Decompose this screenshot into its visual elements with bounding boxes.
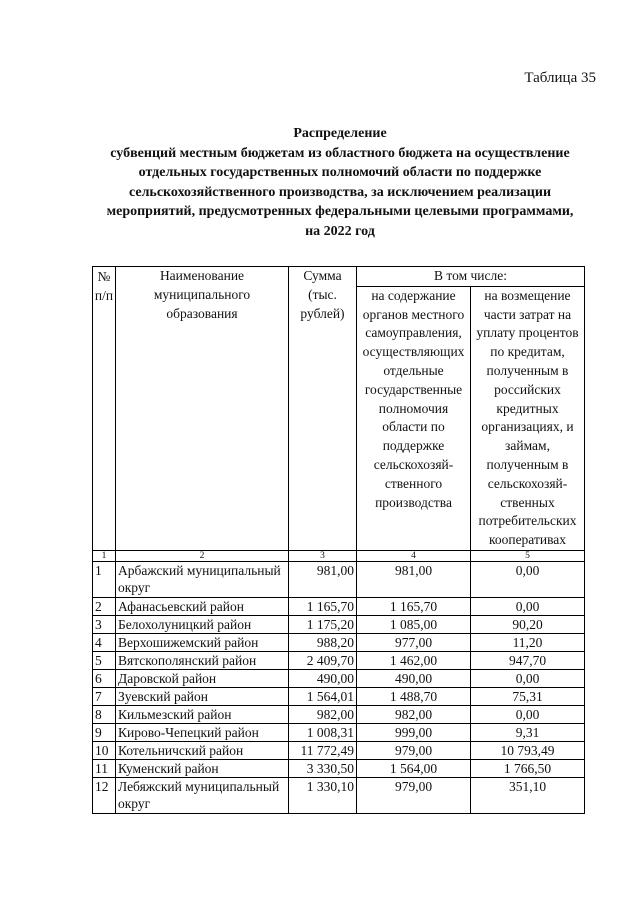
table-row bbox=[93, 597, 585, 615]
municipality-name: Кильмезский район bbox=[116, 705, 289, 723]
municipality-name: Афанасьевский район bbox=[116, 597, 289, 615]
maintenance-amount: 981,00 bbox=[357, 561, 471, 597]
maintenance-amount: 979,00 bbox=[357, 777, 471, 813]
table-row bbox=[93, 651, 585, 669]
column-index: 3 bbox=[289, 550, 357, 561]
maintenance-amount: 1 488,70 bbox=[357, 687, 471, 705]
table-row bbox=[93, 759, 585, 777]
table-row bbox=[93, 705, 585, 723]
interest-compensation-amount: 1 766,50 bbox=[471, 759, 585, 777]
maintenance-amount: 977,00 bbox=[357, 633, 471, 651]
row-number: 7 bbox=[93, 687, 116, 705]
interest-compensation-amount: 10 793,49 bbox=[471, 741, 585, 759]
subvention-table bbox=[92, 266, 585, 814]
interest-compensation-amount: 90,20 bbox=[471, 615, 585, 633]
column-index: 5 bbox=[471, 550, 585, 561]
maintenance-amount: 1 165,70 bbox=[357, 597, 471, 615]
municipality-name: Даровской район bbox=[116, 669, 289, 687]
heading-line: мероприятий, предусмотренных федеральными целевыми программами, bbox=[106, 204, 574, 220]
interest-compensation-amount: 75,31 bbox=[471, 687, 585, 705]
column-index: 2 bbox=[116, 550, 289, 561]
table-row bbox=[93, 741, 585, 759]
header-sum: Сумма (тыс. рублей) bbox=[289, 267, 357, 551]
row-number: 11 bbox=[93, 759, 116, 777]
column-index: 1 bbox=[93, 550, 116, 561]
municipality-name: Верхошижемский район bbox=[116, 633, 289, 651]
table-row bbox=[93, 777, 585, 813]
column-index-row bbox=[93, 550, 585, 561]
row-number: 1 bbox=[93, 561, 116, 597]
header-num: № п/п bbox=[93, 267, 116, 551]
column-index: 4 bbox=[357, 550, 471, 561]
row-number: 4 bbox=[93, 633, 116, 651]
total-sum: 1 564,01 bbox=[289, 687, 357, 705]
interest-compensation-amount: 9,31 bbox=[471, 723, 585, 741]
total-sum: 982,00 bbox=[289, 705, 357, 723]
municipality-name: Белохолуницкий район bbox=[116, 615, 289, 633]
total-sum: 1 008,31 bbox=[289, 723, 357, 741]
table-row bbox=[93, 723, 585, 741]
maintenance-amount: 490,00 bbox=[357, 669, 471, 687]
municipality-name: Вятскополянский район bbox=[116, 651, 289, 669]
header-including: В том числе: bbox=[357, 267, 585, 287]
header-interest-compensation: на возмещение части затрат на уплату процентов по кредитам, полученным в российских кредитных организациях, и займам, полученным в сельскохозяй-ственных потребительских кооперативах bbox=[471, 286, 585, 550]
maintenance-amount: 982,00 bbox=[357, 705, 471, 723]
total-sum: 11 772,49 bbox=[289, 741, 357, 759]
row-number: 3 bbox=[93, 615, 116, 633]
row-number: 8 bbox=[93, 705, 116, 723]
interest-compensation-amount: 0,00 bbox=[471, 561, 585, 597]
maintenance-amount: 1 085,00 bbox=[357, 615, 471, 633]
municipality-name: Лебяжский муниципальный округ bbox=[116, 777, 289, 813]
total-sum: 490,00 bbox=[289, 669, 357, 687]
total-sum: 981,00 bbox=[289, 561, 357, 597]
row-number: 6 bbox=[93, 669, 116, 687]
heading-line: Распределение bbox=[293, 126, 387, 141]
total-sum: 1 165,70 bbox=[289, 597, 357, 615]
municipality-name: Арбажский муниципальный округ bbox=[116, 561, 289, 597]
municipality-name: Зуевский район bbox=[116, 687, 289, 705]
maintenance-amount: 1 462,00 bbox=[357, 651, 471, 669]
maintenance-amount: 1 564,00 bbox=[357, 759, 471, 777]
table-row bbox=[93, 561, 585, 597]
municipality-name: Куменский район bbox=[116, 759, 289, 777]
total-sum: 988,20 bbox=[289, 633, 357, 651]
interest-compensation-amount: 0,00 bbox=[471, 705, 585, 723]
table-row bbox=[93, 687, 585, 705]
row-number: 10 bbox=[93, 741, 116, 759]
total-sum: 1 330,10 bbox=[289, 777, 357, 813]
table-row bbox=[93, 633, 585, 651]
interest-compensation-amount: 0,00 bbox=[471, 669, 585, 687]
table-row bbox=[93, 615, 585, 633]
municipality-name: Кирово-Чепецкий район bbox=[116, 723, 289, 741]
document-heading bbox=[90, 124, 590, 242]
row-number: 9 bbox=[93, 723, 116, 741]
interest-compensation-amount: 0,00 bbox=[471, 597, 585, 615]
table-number-label: Таблица 35 bbox=[524, 70, 596, 86]
heading-line: отдельных государственных полномочий области по поддержке bbox=[138, 165, 542, 181]
heading-line: сельскохозяйственного производства, за исключением реализации bbox=[128, 184, 552, 200]
municipality-name: Котельничский район bbox=[116, 741, 289, 759]
interest-compensation-amount: 11,20 bbox=[471, 633, 585, 651]
interest-compensation-amount: 351,10 bbox=[471, 777, 585, 813]
header-name: Наименование муниципального образования bbox=[116, 267, 289, 551]
row-number: 12 bbox=[93, 777, 116, 813]
maintenance-amount: 979,00 bbox=[357, 741, 471, 759]
row-number: 5 bbox=[93, 651, 116, 669]
heading-line: субвенций местным бюджетам из областного бюджета на осуществление bbox=[110, 145, 570, 161]
row-number: 2 bbox=[93, 597, 116, 615]
total-sum: 1 175,20 bbox=[289, 615, 357, 633]
maintenance-amount: 999,00 bbox=[357, 723, 471, 741]
total-sum: 2 409,70 bbox=[289, 651, 357, 669]
table-row bbox=[93, 669, 585, 687]
header-maintenance: на содержание органов местного самоуправления, осуществляющих отдельные государственные полномочия области по поддержке сельскохозяй-ственного производства bbox=[357, 286, 471, 550]
heading-line: на 2022 год bbox=[305, 223, 375, 239]
total-sum: 3 330,50 bbox=[289, 759, 357, 777]
interest-compensation-amount: 947,70 bbox=[471, 651, 585, 669]
